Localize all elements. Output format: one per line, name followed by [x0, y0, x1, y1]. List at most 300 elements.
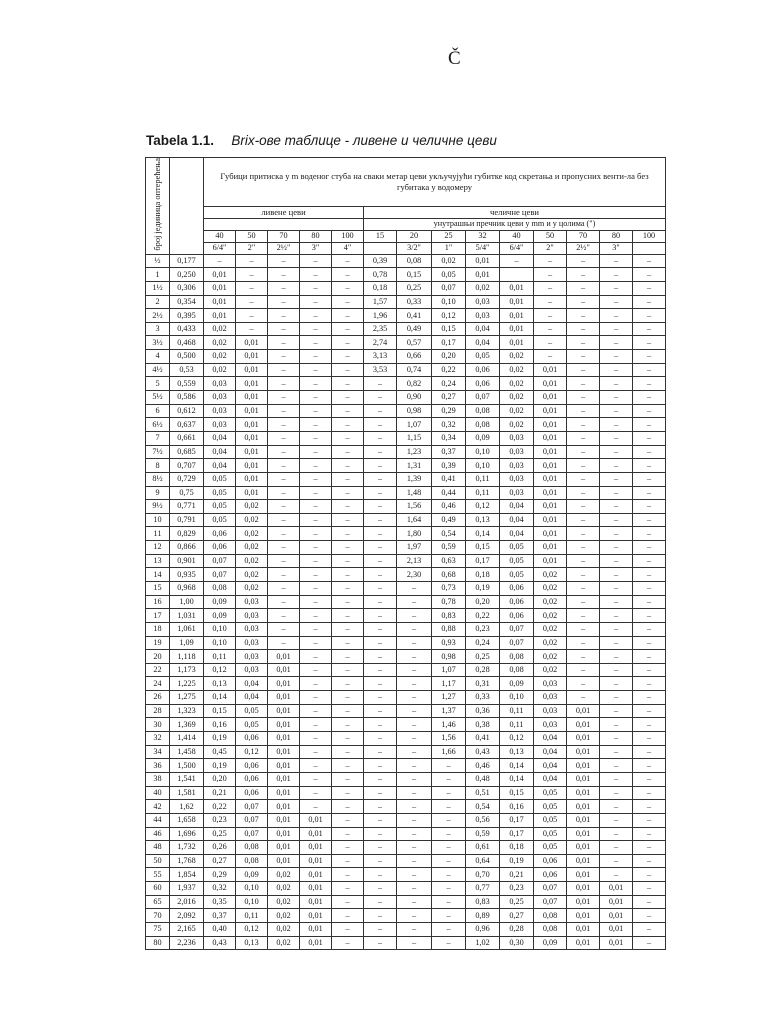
- flow-cell: 1,031: [170, 609, 204, 623]
- table-title: Brix-ове таблице - ливене и челичне цеви: [231, 133, 497, 148]
- units-cell: 10: [146, 513, 170, 527]
- loss-cell: –: [633, 691, 666, 705]
- loss-cell: 0,78: [364, 268, 397, 282]
- flow-cell: 2,092: [170, 909, 204, 923]
- loss-cell: –: [332, 609, 364, 623]
- loss-cell: 0,05: [534, 800, 567, 814]
- loss-cell: –: [204, 254, 236, 268]
- loss-cell: –: [567, 472, 600, 486]
- loss-cell: –: [332, 472, 364, 486]
- units-cell: 75: [146, 923, 170, 937]
- loss-cell: –: [300, 554, 332, 568]
- loss-cell: 0,01: [236, 459, 268, 473]
- loss-cell: 0,15: [432, 322, 466, 336]
- loss-cell: 0,03: [204, 391, 236, 405]
- loss-cell: 0,37: [204, 909, 236, 923]
- loss-cell: –: [332, 759, 364, 773]
- loss-cell: –: [500, 254, 534, 268]
- loss-cell: 0,01: [534, 500, 567, 514]
- loss-cell: –: [332, 582, 364, 596]
- loss-cell: 0,02: [236, 554, 268, 568]
- loss-cell: 0,10: [500, 691, 534, 705]
- table-row: [146, 636, 666, 650]
- loss-cell: –: [633, 677, 666, 691]
- loss-cell: –: [397, 868, 432, 882]
- table-row: [146, 718, 666, 732]
- loss-cell: 0,01: [300, 813, 332, 827]
- table-row: [146, 923, 666, 937]
- loss-cell: –: [268, 418, 300, 432]
- loss-cell: –: [600, 500, 633, 514]
- loss-cell: –: [567, 568, 600, 582]
- loss-cell: 0,38: [466, 718, 500, 732]
- loss-cell: 0,51: [466, 786, 500, 800]
- loss-cell: 0,20: [466, 595, 500, 609]
- loss-cell: –: [268, 254, 300, 268]
- loss-cell: –: [600, 445, 633, 459]
- loss-cell: –: [268, 622, 300, 636]
- loss-cell: –: [633, 582, 666, 596]
- loss-cell: –: [332, 786, 364, 800]
- units-cell: 2½: [146, 309, 170, 323]
- loss-cell: –: [600, 309, 633, 323]
- flow-cell: 0,395: [170, 309, 204, 323]
- loss-cell: –: [633, 472, 666, 486]
- loss-cell: 0,01: [300, 841, 332, 855]
- loss-cell: –: [268, 554, 300, 568]
- loss-cell: 0,07: [432, 281, 466, 295]
- loss-cell: 0,07: [204, 568, 236, 582]
- loss-cell: –: [633, 622, 666, 636]
- loss-cell: –: [268, 377, 300, 391]
- loss-cell: 0,05: [534, 827, 567, 841]
- loss-cell: 0,64: [466, 854, 500, 868]
- table-row: [146, 513, 666, 527]
- loss-cell: 0,68: [432, 568, 466, 582]
- loss-cell: 0,02: [534, 636, 567, 650]
- flow-cell: 0,901: [170, 554, 204, 568]
- table-row: [146, 732, 666, 746]
- loss-cell: 0,26: [204, 841, 236, 855]
- flow-cell: 0,612: [170, 404, 204, 418]
- table-row: [146, 882, 666, 896]
- loss-cell: 0,01: [300, 909, 332, 923]
- table-row: [146, 745, 666, 759]
- loss-cell: 0,01: [534, 404, 567, 418]
- loss-cell: 0,01: [567, 800, 600, 814]
- loss-cell: 0,09: [204, 595, 236, 609]
- loss-cell: –: [236, 309, 268, 323]
- loss-cell: 0,06: [466, 377, 500, 391]
- loss-cell: –: [567, 281, 600, 295]
- table-row: [146, 486, 666, 500]
- page-letter: Č: [448, 48, 461, 69]
- table-row: [146, 595, 666, 609]
- units-cell: 44: [146, 813, 170, 827]
- loss-cell: –: [633, 295, 666, 309]
- loss-cell: 0,46: [432, 500, 466, 514]
- loss-cell: 0,01: [268, 841, 300, 855]
- loss-cell: 0,01: [268, 745, 300, 759]
- loss-cell: 1,48: [397, 486, 432, 500]
- loss-cell: 0,04: [204, 431, 236, 445]
- diameter-caption: унутрашњи пречник цеви у mm и у цолима ("): [364, 218, 666, 230]
- loss-cell: –: [364, 622, 397, 636]
- loss-cell: 0,30: [500, 936, 534, 950]
- loss-cell: –: [397, 800, 432, 814]
- loss-cell: 0,78: [432, 595, 466, 609]
- loss-cell: –: [633, 391, 666, 405]
- loss-cell: 0,05: [466, 350, 500, 364]
- loss-cell: 0,01: [534, 445, 567, 459]
- loss-cell: 0,21: [500, 868, 534, 882]
- diameter-mm: 25: [432, 230, 466, 242]
- loss-cell: –: [268, 486, 300, 500]
- loss-cell: 0,09: [534, 936, 567, 950]
- loss-cell: –: [268, 309, 300, 323]
- loss-cell: –: [633, 513, 666, 527]
- loss-cell: 0,05: [236, 718, 268, 732]
- loss-cell: –: [364, 459, 397, 473]
- loss-cell: 0,03: [534, 704, 567, 718]
- loss-cell: 0,24: [466, 636, 500, 650]
- diameter-inch: 6/4": [500, 242, 534, 254]
- loss-cell: 0,06: [204, 527, 236, 541]
- loss-cell: 0,05: [204, 513, 236, 527]
- loss-cell: –: [332, 336, 364, 350]
- loss-cell: 0,01: [534, 431, 567, 445]
- flow-cell: 1,118: [170, 650, 204, 664]
- loss-cell: –: [300, 295, 332, 309]
- loss-cell: 0,01: [268, 691, 300, 705]
- flow-cell: 1,854: [170, 868, 204, 882]
- loss-cell: –: [567, 431, 600, 445]
- loss-cell: 0,14: [466, 527, 500, 541]
- loss-cell: –: [300, 677, 332, 691]
- loss-cell: 0,19: [500, 854, 534, 868]
- loss-cell: 0,13: [236, 936, 268, 950]
- loss-cell: 0,02: [236, 513, 268, 527]
- loss-cell: –: [364, 404, 397, 418]
- loss-cell: –: [397, 582, 432, 596]
- loss-cell: –: [268, 500, 300, 514]
- loss-cell: 0,02: [236, 568, 268, 582]
- loss-cell: 0,01: [600, 909, 633, 923]
- diameter-inch: 2": [534, 242, 567, 254]
- loss-cell: 0,10: [466, 445, 500, 459]
- loss-cell: –: [567, 404, 600, 418]
- loss-cell: 0,01: [268, 718, 300, 732]
- loss-cell: 0,61: [466, 841, 500, 855]
- units-cell: 17: [146, 609, 170, 623]
- loss-cell: –: [364, 800, 397, 814]
- loss-cell: –: [633, 854, 666, 868]
- loss-cell: –: [236, 254, 268, 268]
- loss-cell: 0,01: [567, 813, 600, 827]
- loss-cell: –: [397, 595, 432, 609]
- loss-cell: –: [567, 363, 600, 377]
- loss-cell: 0,06: [534, 868, 567, 882]
- loss-cell: –: [332, 527, 364, 541]
- loss-cell: 0,01: [204, 309, 236, 323]
- loss-cell: 0,02: [204, 363, 236, 377]
- loss-cell: –: [397, 909, 432, 923]
- units-cell: 34: [146, 745, 170, 759]
- loss-cell: –: [332, 691, 364, 705]
- loss-cell: 0,01: [236, 486, 268, 500]
- loss-cell: –: [364, 500, 397, 514]
- loss-cell: –: [633, 732, 666, 746]
- loss-cell: –: [332, 431, 364, 445]
- table-row: [146, 336, 666, 350]
- loss-cell: 0,25: [397, 281, 432, 295]
- loss-cell: –: [364, 936, 397, 950]
- loss-cell: –: [300, 786, 332, 800]
- loss-cell: 0,03: [534, 677, 567, 691]
- loss-cell: –: [397, 622, 432, 636]
- loss-cell: 0,08: [534, 909, 567, 923]
- loss-cell: 0,01: [534, 513, 567, 527]
- table-row: [146, 704, 666, 718]
- loss-cell: 0,07: [236, 800, 268, 814]
- loss-cell: –: [300, 541, 332, 555]
- units-cell: 14: [146, 568, 170, 582]
- loss-cell: 0,06: [236, 772, 268, 786]
- loss-cell: –: [432, 923, 466, 937]
- loss-cell: –: [600, 472, 633, 486]
- diameter-mm: 70: [268, 230, 300, 242]
- loss-cell: –: [268, 541, 300, 555]
- loss-cell: 0,03: [534, 718, 567, 732]
- loss-cell: 0,01: [567, 718, 600, 732]
- flow-cell: 0,968: [170, 582, 204, 596]
- loss-cell: –: [300, 336, 332, 350]
- loss-cell: –: [633, 841, 666, 855]
- loss-cell: –: [432, 895, 466, 909]
- loss-cell: 0,01: [600, 923, 633, 937]
- loss-cell: 0,73: [432, 582, 466, 596]
- loss-cell: 0,13: [500, 745, 534, 759]
- loss-cell: –: [397, 759, 432, 773]
- diameter-inch: 3": [600, 242, 633, 254]
- loss-cell: 0,01: [567, 854, 600, 868]
- units-cell: 4: [146, 350, 170, 364]
- loss-cell: –: [332, 295, 364, 309]
- loss-cell: –: [364, 663, 397, 677]
- diameter-caption-blank: [204, 218, 364, 230]
- loss-cell: –: [364, 854, 397, 868]
- loss-cell: –: [364, 486, 397, 500]
- loss-cell: –: [268, 513, 300, 527]
- diameter-mm: 50: [534, 230, 567, 242]
- units-cell: 40: [146, 786, 170, 800]
- flow-cell: 0,468: [170, 336, 204, 350]
- loss-cell: 0,93: [432, 636, 466, 650]
- units-cell: 9½: [146, 500, 170, 514]
- loss-cell: –: [332, 663, 364, 677]
- loss-cell: 0,11: [500, 718, 534, 732]
- loss-cell: –: [633, 527, 666, 541]
- loss-cell: 0,01: [300, 882, 332, 896]
- loss-cell: –: [300, 309, 332, 323]
- flow-cell: 0,75: [170, 486, 204, 500]
- loss-cell: 0,59: [432, 541, 466, 555]
- loss-cell: 0,08: [500, 650, 534, 664]
- units-cell: 70: [146, 909, 170, 923]
- table-row: [146, 322, 666, 336]
- units-cell: 28: [146, 704, 170, 718]
- loss-cell: 0,02: [204, 322, 236, 336]
- loss-cell: –: [364, 472, 397, 486]
- loss-cell: –: [534, 336, 567, 350]
- loss-cell: 0,49: [397, 322, 432, 336]
- loss-cell: 0,04: [500, 527, 534, 541]
- loss-cell: 0,01: [534, 391, 567, 405]
- table-row: [146, 309, 666, 323]
- loss-cell: –: [633, 568, 666, 582]
- loss-cell: 0,34: [432, 431, 466, 445]
- loss-cell: 0,16: [204, 718, 236, 732]
- loss-cell: 0,19: [466, 582, 500, 596]
- loss-cell: –: [600, 759, 633, 773]
- loss-cell: –: [364, 418, 397, 432]
- loss-cell: –: [364, 882, 397, 896]
- loss-cell: 0,01: [534, 472, 567, 486]
- loss-cell: 0,18: [500, 841, 534, 855]
- loss-cell: –: [300, 732, 332, 746]
- loss-cell: –: [300, 377, 332, 391]
- loss-cell: –: [332, 554, 364, 568]
- loss-cell: –: [332, 718, 364, 732]
- loss-cell: 0,01: [567, 909, 600, 923]
- loss-cell: 0,07: [500, 622, 534, 636]
- loss-cell: 0,05: [534, 786, 567, 800]
- loss-cell: –: [364, 650, 397, 664]
- loss-cell: 0,01: [567, 772, 600, 786]
- loss-cell: 0,01: [567, 936, 600, 950]
- loss-cell: 0,01: [567, 895, 600, 909]
- loss-cell: –: [633, 704, 666, 718]
- loss-cell: –: [332, 800, 364, 814]
- loss-cell: –: [332, 772, 364, 786]
- loss-cell: 0,01: [268, 732, 300, 746]
- loss-cell: –: [600, 568, 633, 582]
- loss-cell: –: [600, 554, 633, 568]
- table-row: [146, 295, 666, 309]
- loss-cell: 1,17: [432, 677, 466, 691]
- loss-cell: 0,04: [236, 677, 268, 691]
- loss-cell: –: [633, 800, 666, 814]
- loss-cell: 0,01: [268, 772, 300, 786]
- loss-cell: 0,05: [204, 472, 236, 486]
- flow-cell: 0,661: [170, 431, 204, 445]
- loss-cell: 1,97: [397, 541, 432, 555]
- loss-cell: 0,41: [432, 472, 466, 486]
- loss-cell: –: [432, 813, 466, 827]
- loss-cell: 0,43: [204, 936, 236, 950]
- loss-cell: 0,54: [432, 527, 466, 541]
- loss-cell: –: [633, 650, 666, 664]
- loss-cell: –: [364, 431, 397, 445]
- loss-cell: –: [268, 636, 300, 650]
- loss-cell: –: [567, 636, 600, 650]
- loss-cell: 0,27: [204, 854, 236, 868]
- diameter-inch: [633, 242, 666, 254]
- loss-cell: 0,90: [397, 391, 432, 405]
- loss-cell: 0,25: [466, 650, 500, 664]
- loss-cell: –: [236, 268, 268, 282]
- flow-cell: 0,729: [170, 472, 204, 486]
- units-cell: 24: [146, 677, 170, 691]
- flow-cell: 1,581: [170, 786, 204, 800]
- loss-cell: 0,03: [236, 622, 268, 636]
- flow-cell: 0,306: [170, 281, 204, 295]
- loss-cell: –: [633, 636, 666, 650]
- loss-cell: –: [600, 254, 633, 268]
- loss-cell: –: [268, 472, 300, 486]
- units-cell: 2: [146, 295, 170, 309]
- loss-cell: 0,12: [204, 663, 236, 677]
- diameter-mm: 100: [332, 230, 364, 242]
- loss-cell: 0,39: [432, 459, 466, 473]
- diameter-inch: 1": [432, 242, 466, 254]
- loss-cell: –: [432, 841, 466, 855]
- loss-cell: –: [300, 486, 332, 500]
- loss-cell: –: [600, 677, 633, 691]
- flow-cell: 1,369: [170, 718, 204, 732]
- loss-cell: 0,01: [500, 295, 534, 309]
- loss-cell: –: [236, 322, 268, 336]
- loss-cell: –: [332, 486, 364, 500]
- loss-cell: 0,28: [500, 923, 534, 937]
- units-cell: 1: [146, 268, 170, 282]
- units-cell: 18: [146, 622, 170, 636]
- loss-cell: –: [600, 663, 633, 677]
- loss-cell: 0,03: [236, 595, 268, 609]
- table-row: [146, 677, 666, 691]
- loss-cell: [500, 268, 534, 282]
- table-number: Tabela 1.1.: [146, 133, 215, 148]
- loss-cell: –: [567, 650, 600, 664]
- loss-cell: 0,96: [466, 923, 500, 937]
- loss-cell: 0,01: [236, 377, 268, 391]
- loss-cell: 0,01: [300, 895, 332, 909]
- table-row: [146, 827, 666, 841]
- loss-cell: 0,01: [534, 363, 567, 377]
- loss-cell: –: [268, 350, 300, 364]
- loss-cell: –: [300, 391, 332, 405]
- loss-cell: –: [633, 268, 666, 282]
- loss-cell: 0,01: [268, 813, 300, 827]
- loss-cell: –: [567, 254, 600, 268]
- loss-cell: –: [397, 772, 432, 786]
- loss-cell: 0,04: [500, 513, 534, 527]
- loss-cell: –: [236, 281, 268, 295]
- loss-cell: 0,01: [500, 309, 534, 323]
- loss-cell: –: [633, 363, 666, 377]
- loss-cell: 0,01: [300, 854, 332, 868]
- loss-cell: –: [268, 431, 300, 445]
- loss-cell: –: [600, 391, 633, 405]
- loss-cell: 0,77: [466, 882, 500, 896]
- loss-cell: –: [364, 595, 397, 609]
- loss-cell: 0,03: [500, 472, 534, 486]
- loss-cell: 0,10: [466, 459, 500, 473]
- loss-cell: 0,06: [500, 582, 534, 596]
- loss-cell: –: [364, 445, 397, 459]
- loss-cell: 0,01: [567, 759, 600, 773]
- flow-cell: 1,658: [170, 813, 204, 827]
